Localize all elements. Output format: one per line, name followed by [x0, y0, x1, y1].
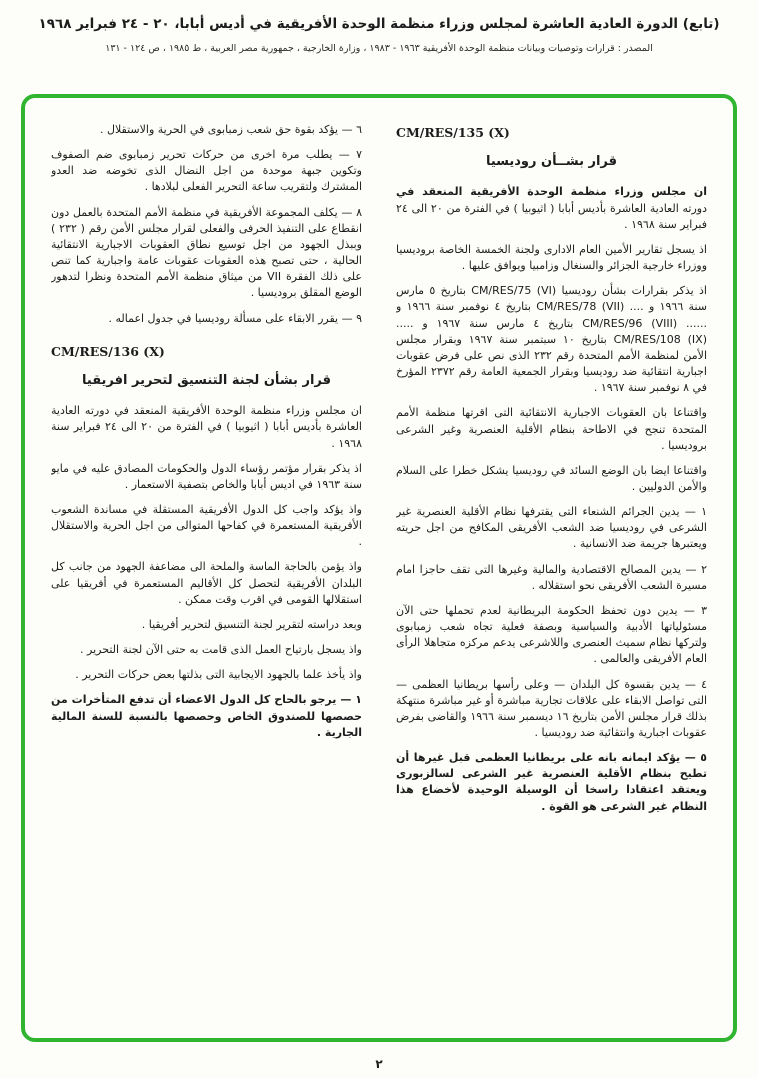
paragraph: واذ يؤمن بالحاجة الماسة والملحة الى مضاعفة الجهود من جانب كل البلدان الأفريقية لتحصل كل الأقاليم المستعمرة في أفريقيا على استقلالها القومى في اقرب وقت ممكن . [51, 560, 362, 606]
paragraph: اذ يذكر بقرار مؤتمر رؤساء الدول والحكومات المصادق عليه في مايو سنة ١٩٦٣ في اديس أبابا والخاص بتصفية الاستعمار . [51, 461, 362, 491]
paragraph: واذ يسجل بارتياح العمل الذى قامت به حتى الآن لجنة التحرير . [80, 643, 362, 657]
doc-id-res136: CM/RES/136 (X) [51, 343, 165, 359]
paragraph-item-9: ٩ — يقرر الابقاء على مسألة روديسيا في جدول اعماله . [108, 311, 362, 325]
paragraph: واقتناعا بان العقوبات الاجبارية الانتقائية التى اقرتها منظمة الأمم المتحدة تنجح في الاطاحة بنظام الأقلية العنصرية وغير الشرعى بروديسيا . [396, 406, 707, 452]
paragraph: واذ يأخذ علما بالجهود الايجابية التى بذلتها بعض حركات التحرير . [75, 668, 362, 682]
paragraph: اذ يسجل تقارير الأمين العام الادارى ولجنة الخمسة الخاصة بروديسيا ووزراء خارجية الجزائر والسنغال وزامبيا ويوافق عليها . [396, 242, 707, 273]
paragraph-item-7: ٧ — يطلب مرة اخرى من حركات تحرير زمبابوى ضم الصفوف وتكوين جبهة موحدة من اجل النضال الذى تخوضه ضد العدو المشترك ولتقريب ساعة التحرير الفعلى لبلادها . [51, 148, 362, 194]
paragraph: اذ يذكر بقرارات بشأن روديسيا CM/RES/75 (VI) بتاريخ ٥ مارس سنة ١٩٦٦ و .... CM/RES/78 (VII) بتاريخ ٤ نوفمبر سنة ١٩٦٦ و ...... CM/RES/96 (VIII) بتاريخ ٤ مارس سنة ١٩٦٧ و ..... CM/RES/108 (IX) بتاريخ ١٠ سبتمبر سنة ١٩٦٧ وبقرار مجلس الأمن لمنظمة الأمم المتحدة رقم ٢٣٢ الذى نص على فرض عقوبات اجبارية انتقائية ضد روديسيا وبقرار الجمعية العامة رقم ٢٣٧٢ المؤرخ في ٨ نوفمبر سنة ١٩٦٧ . [396, 284, 707, 395]
resolution-title-res136: قرار بشأن لجنة التنسيق لتحرير افريقيا [82, 373, 331, 389]
paragraph-item-3: ٣ — يدين دون تحفظ الحكومة البريطانية لعدم تحملها حتى الآن مسئولياتها الأدبية والسياسية وبصفة فعلية تجاه شعب زمبابوى ولتركها نظام سميث العنصرى واللاشرعى يدعم مركزه متجاهلا الرأى العام الأفريقى والعالمى . [396, 603, 707, 666]
paragraph-item-1: ١ — يدين الجرائم الشنعاء التى يقترفها نظام الأقلية العنصرية غير الشرعى في روديسيا ضد الشعب الأفريقى المكافح من اجل حريته ويعتبرها جريمة ضد الانسانية . [396, 505, 707, 551]
paragraph-lead-bold: ان مجلس وزراء منظمة الوحدة الأفريقية المنعقد في [396, 185, 707, 199]
text-columns [51, 122, 707, 1020]
document-frame [21, 94, 737, 1042]
paragraph: واقتناعا ايضا بان الوضع السائد في روديسيا يشكل خطرا على السلام والأمن الدوليين . [396, 463, 707, 493]
column-res136 [51, 122, 362, 1020]
doc-id-res135: CM/RES/135 (X) [396, 125, 510, 140]
page-header [0, 0, 758, 54]
paragraph-item-5: ٥ — يؤكد ايمانه بانه على بريطانيا العظمى قبل غيرها أن تطيح بنظام الأقلية العنصرية غير الشرعى لسالزبورى ويعتقد اعتقادا راسخا أن الوسيلة الوحيدة لأخضاع هذا النظام غير الشرعى هو القوة . [396, 751, 707, 813]
paragraph-item-2: ٢ — يدين المصالح الاقتصادية والمالية وغيرها التى تقف حاجزا امام مسيرة الشعب الأفريقى نحو استقلاله . [396, 562, 707, 592]
source-citation: المصدر : قرارات وتوصيات وبيانات منظمة الوحدة الأفريقية ١٩٦٣ - ١٩٨٣ ، وزارة الخارجية ، جمهورية مصر العربية ، ط ١٩٨٥ ، ص ١٢٤ - ١٣١ [105, 43, 653, 54]
paragraph-res135-lead [396, 184, 707, 232]
resolution-title-res135: قرار بشــأن روديسيا [485, 154, 618, 170]
page-title: (تابع) الدورة العادية العاشرة لمجلس وزراء منظمة الوحدة الأفريقية في أديس أبابا، ٢٠ - ٢٤ فبراير ١٩٦٨ [38, 16, 720, 32]
paragraph: واذ يؤكد واجب كل الدول الأفريقية المستقلة في مساندة الشعوب الأفريقية المستعمرة في كفاحها المتوالى من اجل الحرية والاستقلال . [51, 502, 362, 549]
paragraph-item-6: ٦ — يؤكد بقوة حق شعب زمبابوى في الحرية والاستقلال . [100, 123, 362, 136]
paragraph-item-8: ٨ — يكلف المجموعة الأفريقية في منظمة الأمم المتحدة بالعمل دون انقطاع على التنفيذ الحرفى والفعلى لقرار مجلس الأمن رقم ( ٢٣٢ ) وببذل الجهود من اجل توسيع نطاق العقوبات الاجبارية الانتقائية الحالية ، حتى تصبح هذه العقوبات عقوبات عامة واجبارية كما تنص على ذلك الفقرة VII من ميثاق منظمة الأمم المتحدة ونظرا لتدهور الوضع المقلق بروديسيا . [51, 205, 362, 300]
paragraph-item-1-res136: ١ — يرجو بالحاح كل الدول الاعضاء أن تدفع المتأخرات من حصصها للصندوق الخاص وحصصها بالنسبة للسنة المالية الجارية . [51, 693, 362, 739]
paragraph-item-4: ٤ — يدين بقسوة كل البلدان — وعلى رأسها بريطانيا العظمى — التى تواصل الابقاء على علاقات تجارية مباشرة أو غير مباشرة منتهكة بذلك قرار مجلس الأمن بتاريخ ١٦ ديسمبر سنة ١٩٦٦ والقاضى بفرض عقوبات اجبارية وانتقائية ضد روديسيا . [396, 677, 707, 740]
paragraph: ان مجلس وزراء منظمة الوحدة الأفريقية المنعقد في دورته العادية العاشرة بأديس أبابا ( اثيوبيا ) في الفترة من ٢٠ الى ٢٤ فبراير سنة ١٩٦٨ . [51, 404, 362, 450]
paragraph-lead-rest: دورته العادية العاشرة بأديس أبابا ( اثيوبيا ) في الفترة من ٢٠ الى ٢٤ فبراير سنة ١٩٦٨ . [396, 201, 707, 231]
page-number: ٢ [375, 1057, 383, 1071]
paragraph: وبعد دراسته لتقرير لجنة التنسيق لتحرير أفريقيا . [141, 617, 362, 631]
column-res135 [396, 122, 707, 1020]
